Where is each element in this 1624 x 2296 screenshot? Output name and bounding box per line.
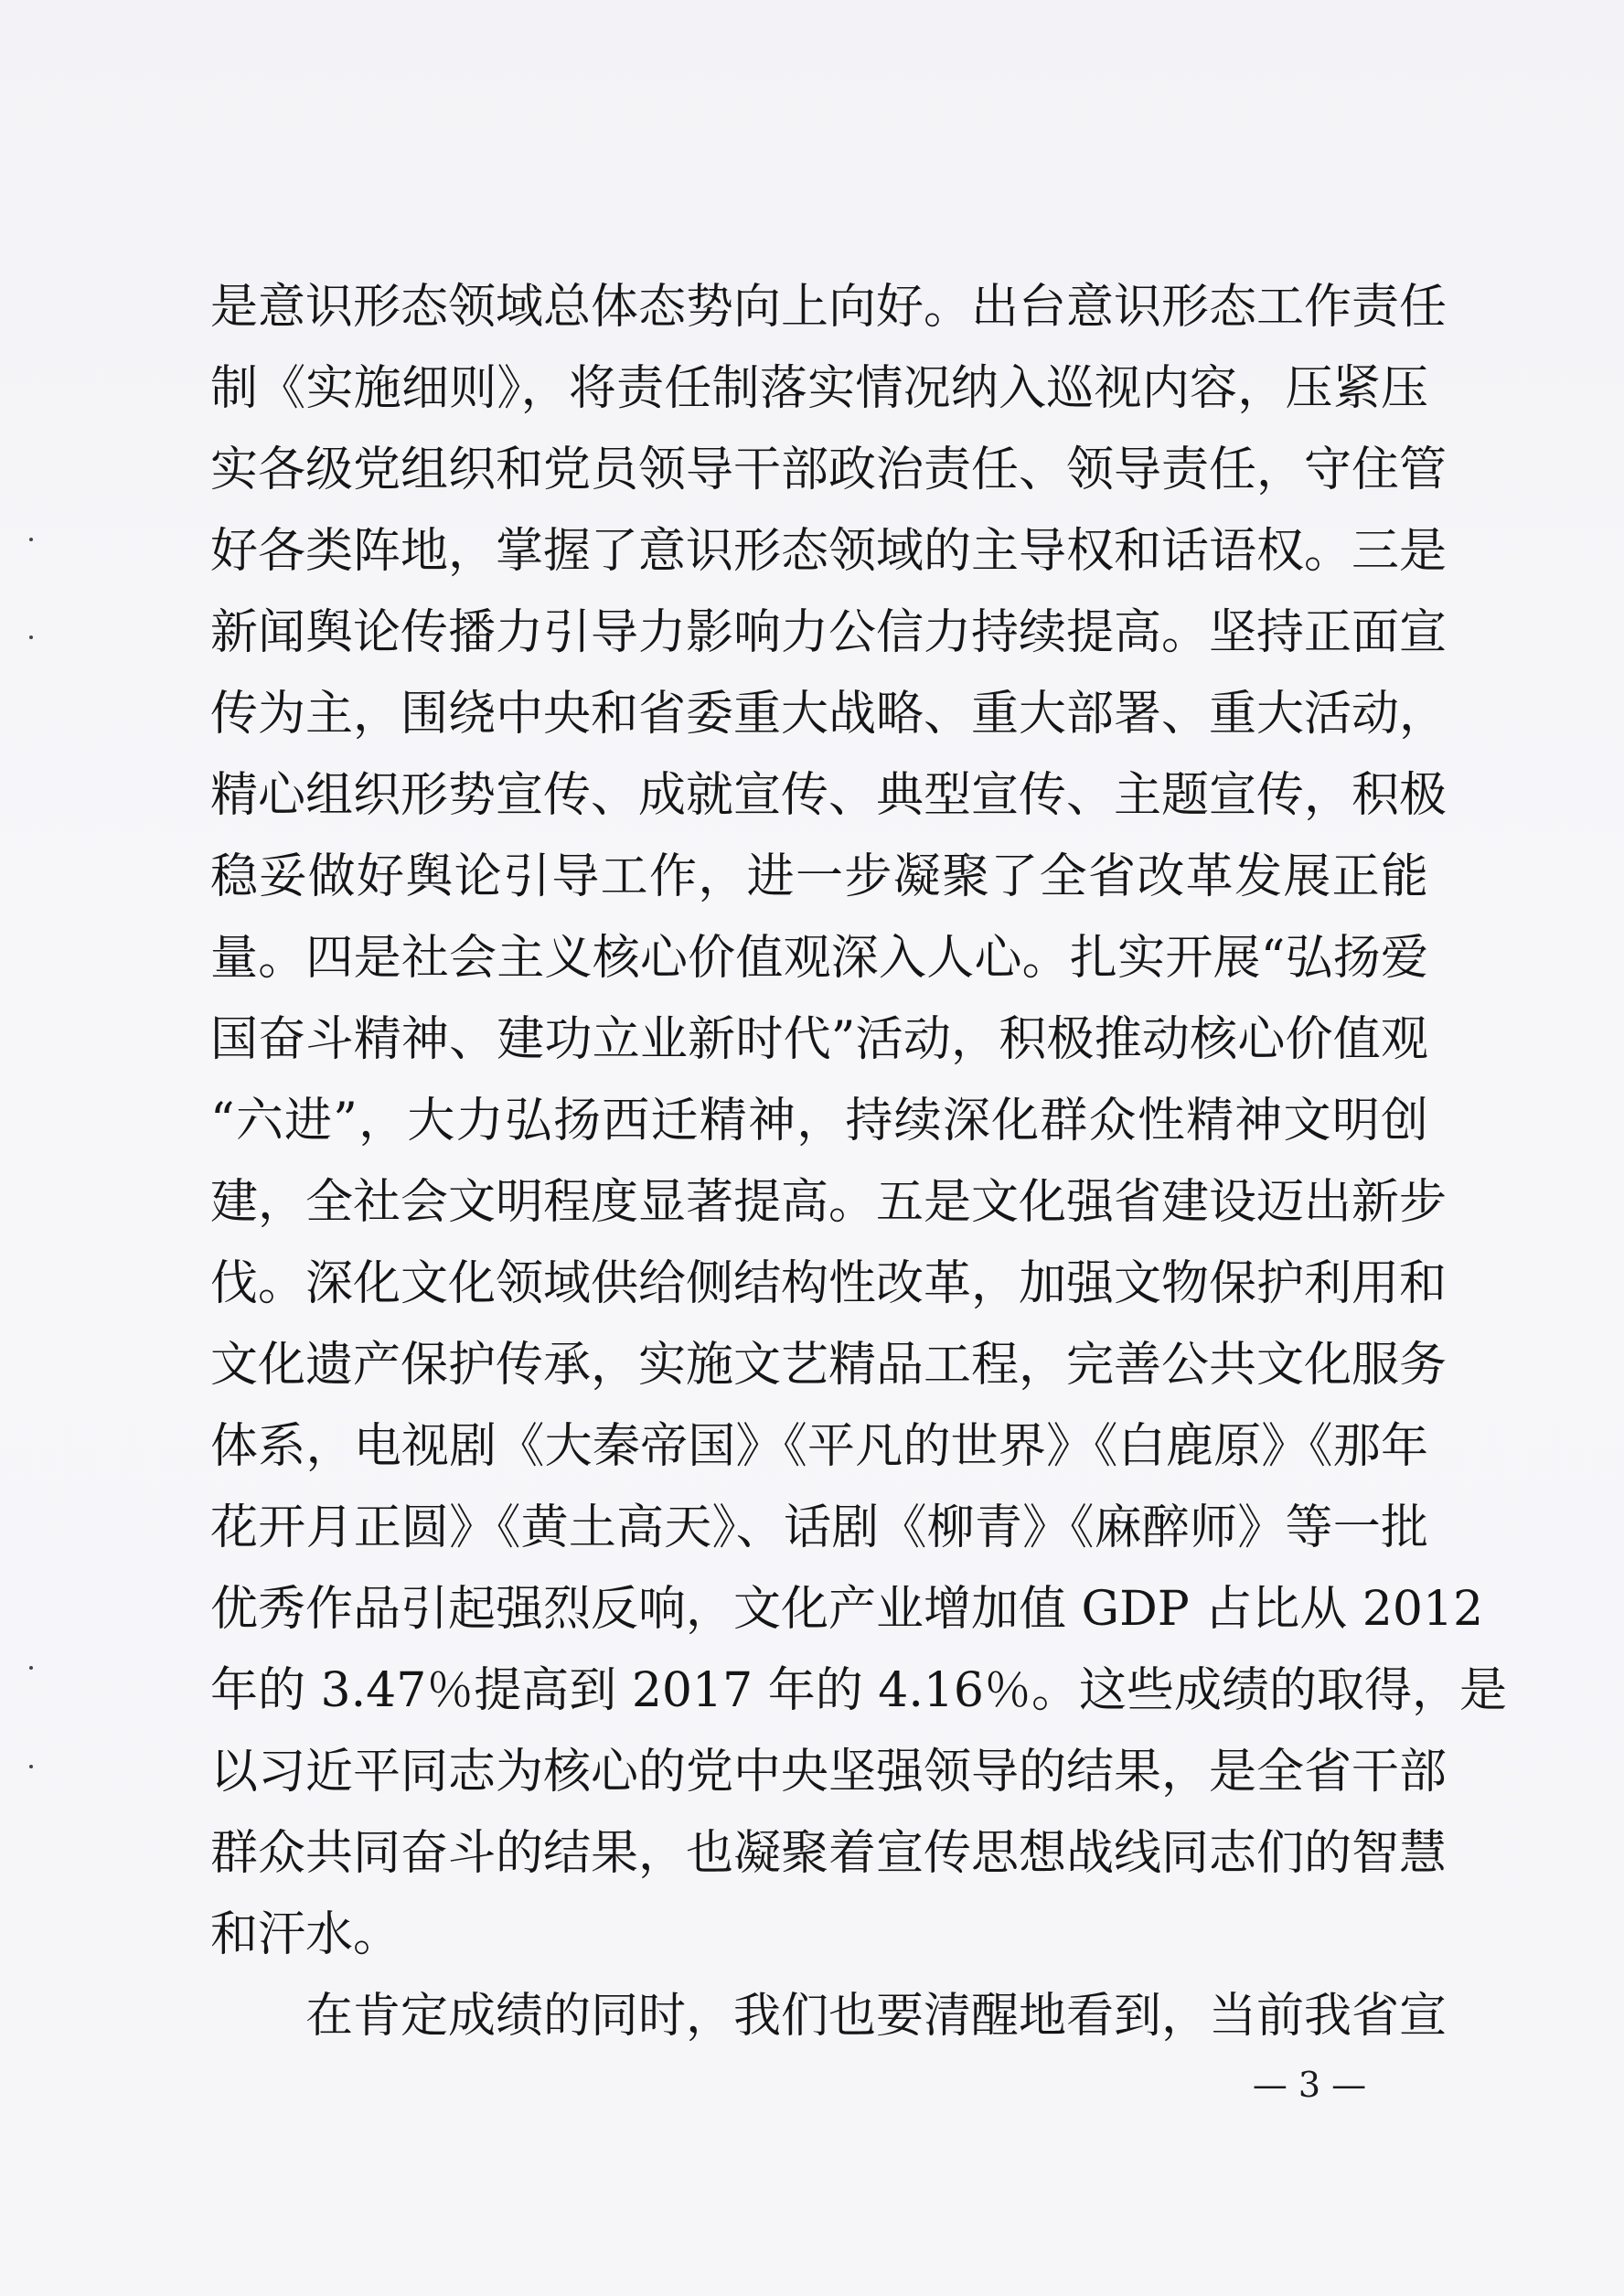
binding-hole-mark bbox=[29, 538, 33, 541]
text-line: 优秀作品引起强烈反响，文化产业增加值 GDP 占比从 2012 bbox=[210, 1582, 1484, 1637]
text-line: 群众共同奋斗的结果，也凝聚着宣传思想战线同志们的智慧 bbox=[210, 1826, 1448, 1881]
paragraph bbox=[210, 275, 1508, 1984]
text-line: 文化遗产保护传承，实施文艺精品工程，完善公共文化服务 bbox=[210, 1338, 1448, 1393]
paragraph bbox=[210, 1984, 1448, 2066]
text-line: 年的 3.47％提高到 2017 年的 4.16％。这些成绩的取得，是 bbox=[210, 1663, 1508, 1718]
text-line: 伐。深化文化领域供给侧结构性改革，加强文物保护利用和 bbox=[210, 1256, 1448, 1311]
text-line: 是意识形态领域总体态势向上向好。出台意识形态工作责任 bbox=[210, 280, 1448, 335]
text-line: 稳妥做好舆论引导工作，进一步凝聚了全省改革发展正能 bbox=[210, 849, 1428, 904]
text-line: 精心组织形势宣传、成就宣传、典型宣传、主题宣传，积极 bbox=[210, 768, 1448, 823]
binding-hole-mark bbox=[29, 635, 33, 639]
text-line: 国奋斗精神、建功立业新时代”活动，积极推动核心价值观 bbox=[210, 1012, 1428, 1067]
text-line: 建，全社会文明程度显著提高。五是文化强省建设迈出新步 bbox=[210, 1175, 1448, 1230]
binding-hole-mark bbox=[29, 1666, 33, 1670]
text-line: 好各类阵地，掌握了意识形态领域的主导权和话语权。三是 bbox=[210, 524, 1448, 579]
binding-hole-mark bbox=[29, 1765, 33, 1768]
text-line: 传为主，围绕中央和省委重大战略、重大部署、重大活动， bbox=[210, 687, 1448, 742]
text-line: 在肯定成绩的同时，我们也要清醒地看到，当前我省宣 bbox=[305, 1989, 1448, 2044]
text-line: 量。四是社会主义核心价值观深入人心。扎实开展“弘扬爱 bbox=[210, 931, 1428, 986]
text-line: 以习近平同志为核心的党中央坚强领导的结果，是全省干部 bbox=[210, 1745, 1448, 1799]
text-line: 和汗水。 bbox=[210, 1907, 401, 1962]
text-line: 新闻舆论传播力引导力影响力公信力持续提高。坚持正面宣 bbox=[210, 605, 1448, 660]
text-line: “六进”，大力弘扬西迁精神，持续深化群众性精神文明创 bbox=[210, 1094, 1428, 1148]
text-line: 制《实施细则》，将责任制落实情况纳入巡视内容，压紧压 bbox=[210, 361, 1428, 416]
text-line: 体系，电视剧《大秦帝国》《平凡的世界》《白鹿原》《那年 bbox=[210, 1419, 1428, 1474]
text-line: 花开月正圆》《黄土高天》、话剧《柳青》《麻醉师》等一批 bbox=[210, 1500, 1428, 1555]
body-text bbox=[210, 275, 1508, 2066]
page-number: — 3 — bbox=[1252, 2065, 1367, 2105]
text-line: 实各级党组织和党员领导干部政治责任、领导责任，守住管 bbox=[210, 443, 1448, 497]
